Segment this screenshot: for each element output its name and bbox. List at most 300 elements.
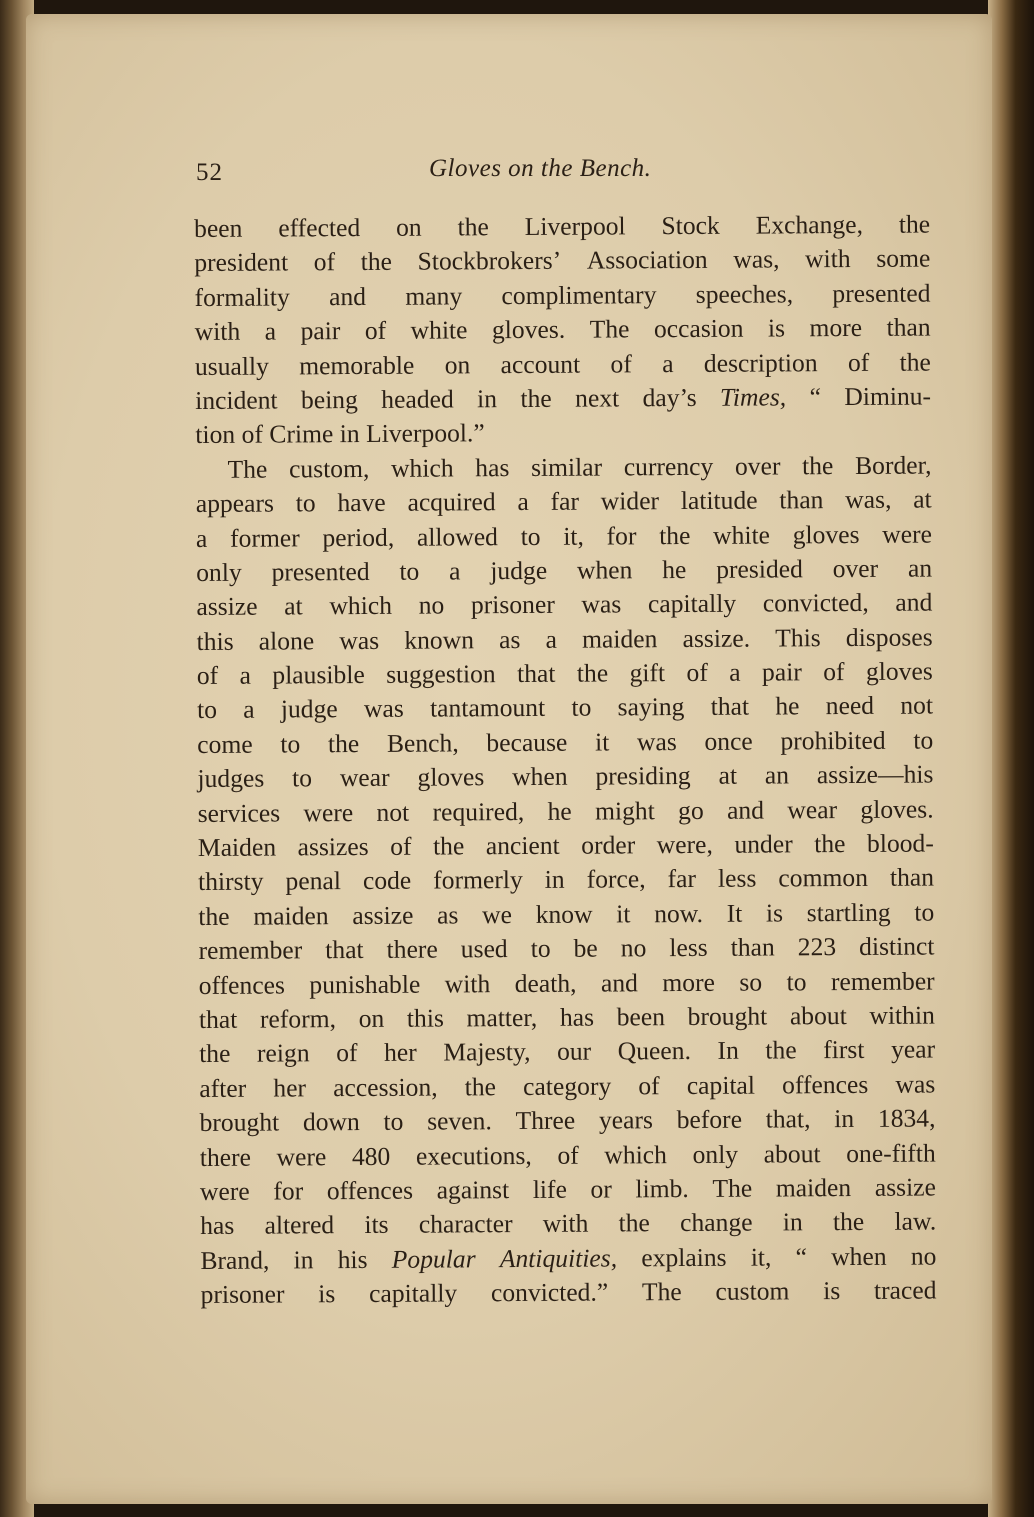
word: plausible: [272, 660, 365, 690]
word: used: [460, 934, 508, 964]
text-line: [194, 276, 930, 315]
word: a: [729, 657, 741, 687]
word: need: [825, 691, 875, 721]
word: convicted,: [762, 588, 869, 618]
word: many: [405, 281, 463, 311]
word: 223: [797, 932, 837, 962]
word: not: [376, 797, 410, 827]
word: capital: [686, 1070, 756, 1100]
text-line: [196, 517, 932, 556]
text-line: [195, 448, 931, 487]
word: convicted.”: [490, 1277, 609, 1308]
text-line: [199, 1033, 935, 1072]
running-header: [196, 155, 756, 195]
word: Majesty,: [443, 1037, 531, 1067]
word: of: [847, 347, 870, 377]
word: saying: [617, 692, 685, 722]
word: some: [876, 243, 931, 274]
word: The: [712, 1173, 753, 1203]
word: been: [616, 1002, 666, 1032]
word: it,: [750, 1242, 772, 1272]
word: far: [550, 486, 580, 516]
word: Border,: [854, 450, 932, 480]
word: have: [337, 487, 386, 518]
word: formality: [194, 282, 290, 312]
word: with: [444, 968, 491, 999]
word: appears: [195, 488, 275, 519]
word: wear: [339, 763, 390, 793]
text-line: [197, 655, 933, 694]
word: is: [823, 1276, 841, 1306]
word: has: [559, 1002, 595, 1032]
word: in: [477, 384, 498, 414]
word: speeches,: [695, 279, 794, 309]
word: be: [573, 933, 598, 963]
word: of: [390, 831, 412, 861]
word: and: [726, 795, 765, 825]
word: assizes: [297, 831, 369, 862]
word: were: [882, 519, 933, 549]
word: a: [195, 523, 208, 553]
running-title: Gloves on the Bench.: [429, 155, 652, 182]
word: were: [199, 1176, 250, 1206]
word: than: [886, 312, 931, 342]
word: of: [610, 348, 632, 379]
word: this: [196, 626, 234, 656]
word: under: [734, 829, 793, 859]
word: no: [620, 933, 647, 963]
word: might: [594, 795, 655, 826]
word: the: [659, 520, 691, 550]
word: an: [764, 760, 790, 790]
word: he: [547, 796, 572, 826]
word: than: [779, 485, 824, 515]
word: in: [782, 1207, 803, 1237]
word: change: [680, 1207, 753, 1238]
word: gift: [629, 658, 666, 688]
word: to: [196, 695, 218, 725]
word: of: [638, 1070, 660, 1101]
word: period,: [322, 522, 395, 552]
word: “: [809, 382, 821, 412]
word: It: [726, 898, 743, 928]
word: acquired: [407, 487, 496, 517]
word: were,: [656, 829, 713, 860]
word: at: [913, 484, 932, 514]
word: our: [556, 1036, 592, 1067]
word: assize: [196, 591, 258, 622]
word: incident: [195, 385, 278, 415]
word: assize.: [682, 623, 751, 653]
word: to: [399, 556, 420, 586]
word: code: [362, 866, 412, 896]
text-line: [197, 723, 933, 762]
word: of: [241, 419, 264, 450]
word: offences: [326, 1175, 414, 1206]
word: reform,: [259, 1004, 337, 1034]
text-line: [195, 414, 931, 453]
word: required,: [432, 796, 525, 827]
word: formerly: [433, 865, 523, 895]
word: Stockbrokers’: [417, 246, 562, 277]
word: effected: [278, 212, 361, 243]
word: Maiden: [197, 832, 277, 863]
word: the: [199, 1039, 231, 1069]
word: capitally: [647, 588, 737, 619]
word: This: [775, 622, 821, 653]
word: were: [276, 1141, 327, 1172]
word: gloves: [792, 519, 860, 549]
word: prisoner: [200, 1279, 285, 1310]
word: was: [895, 1069, 936, 1099]
word: law.: [894, 1206, 937, 1237]
word: next: [575, 383, 620, 413]
word: was: [363, 694, 404, 724]
word: a: [239, 660, 252, 690]
word: and: [895, 587, 933, 618]
word: presented: [271, 556, 370, 587]
word: capitally: [368, 1278, 458, 1309]
word: more: [662, 967, 716, 997]
word: and: [600, 967, 638, 998]
text-line: [197, 758, 933, 797]
word: currency: [623, 451, 714, 482]
word: judges: [197, 763, 265, 794]
word: as: [437, 900, 459, 930]
word: to: [913, 725, 934, 755]
word: before: [676, 1104, 743, 1135]
word: the: [520, 383, 552, 413]
word: the: [898, 209, 931, 239]
text-line: [198, 895, 934, 934]
word: with: [542, 1208, 589, 1239]
text-line: [199, 1067, 935, 1106]
word: in: [834, 1104, 855, 1134]
word: there: [199, 1142, 252, 1172]
word: occasion: [653, 313, 744, 344]
text-line: [198, 930, 934, 969]
word: has: [200, 1211, 235, 1241]
word: remember: [830, 966, 935, 996]
word: in: [339, 419, 360, 449]
word: a: [243, 695, 255, 725]
word: first: [823, 1035, 865, 1065]
word: character: [418, 1209, 513, 1239]
word: at: [284, 591, 303, 621]
word: go: [678, 795, 704, 825]
word: we: [482, 899, 513, 930]
word: over: [832, 553, 879, 584]
word: the: [814, 829, 846, 859]
word: which: [329, 591, 393, 621]
word: to: [520, 521, 541, 551]
word: assize: [874, 1172, 937, 1202]
word: latitude: [680, 485, 758, 516]
word: with: [805, 244, 851, 274]
word: it,: [563, 521, 584, 551]
word: only: [196, 557, 242, 587]
word: a: [517, 487, 529, 517]
text-line: [195, 311, 931, 350]
italic-word: Popular: [391, 1244, 476, 1274]
word: In: [717, 1036, 739, 1066]
word: the: [618, 1208, 650, 1238]
word: complimentary: [501, 279, 657, 310]
word: at: [718, 760, 738, 791]
word: wear: [787, 794, 838, 825]
word: to: [530, 934, 551, 964]
word: was,: [845, 484, 892, 515]
word: that: [325, 935, 364, 965]
word: against: [436, 1175, 510, 1205]
word: less: [669, 933, 708, 963]
word: to: [383, 1106, 404, 1137]
text-line: [199, 964, 935, 1003]
text-line: [198, 827, 934, 866]
word: traced: [873, 1275, 937, 1305]
word: presided: [716, 554, 803, 584]
word: the: [198, 901, 230, 931]
word: to: [571, 693, 592, 723]
word: to: [295, 488, 316, 518]
word: force,: [586, 864, 646, 895]
word: the: [432, 831, 465, 861]
text-line: [200, 1205, 936, 1244]
word: wider: [600, 486, 660, 516]
word: than: [730, 932, 775, 962]
word: of: [313, 247, 336, 277]
word: president: [194, 247, 289, 278]
word: was: [339, 625, 380, 655]
text-line: [200, 1136, 936, 1175]
word: ancient: [485, 830, 560, 861]
word: the: [360, 247, 393, 277]
word: more: [809, 313, 863, 343]
word: assize: [352, 900, 414, 930]
word: remember: [198, 935, 303, 966]
word: punishable: [309, 969, 421, 999]
text-line: [199, 1102, 935, 1141]
word: because: [486, 727, 568, 758]
word: gloves: [417, 762, 485, 792]
word: 480: [351, 1141, 391, 1171]
word: tion: [195, 420, 236, 450]
word: life: [532, 1174, 567, 1204]
text-line: [200, 1239, 936, 1278]
word: memorable: [299, 350, 415, 380]
word: Queen.: [617, 1036, 692, 1066]
word: pair: [761, 657, 802, 687]
word: pair: [300, 316, 341, 346]
word: there: [386, 934, 438, 965]
word: “: [795, 1241, 808, 1272]
word: Diminu-: [844, 381, 932, 411]
word: as: [498, 624, 521, 654]
word: a: [545, 624, 558, 654]
word: gloves: [865, 656, 933, 686]
word: and: [328, 281, 367, 311]
text-line: [201, 1274, 937, 1313]
word: headed: [381, 384, 454, 414]
word: suggestion: [386, 659, 496, 689]
word: Exchange,: [755, 209, 864, 240]
word: The: [227, 454, 268, 484]
text-line: [196, 551, 932, 590]
word: of: [686, 657, 708, 688]
text-line: [195, 345, 931, 384]
word: the: [899, 347, 931, 377]
word: description: [703, 347, 818, 378]
word: assize—his: [816, 759, 934, 790]
word: known: [404, 624, 475, 655]
word: come: [197, 729, 253, 759]
word: brought: [199, 1107, 280, 1138]
word: so: [739, 967, 763, 997]
word: white: [410, 315, 468, 345]
word: seven.: [427, 1106, 492, 1136]
word: Association: [586, 245, 708, 275]
word: is: [765, 898, 784, 928]
word: the: [576, 658, 609, 688]
word: years: [598, 1105, 654, 1135]
word: white: [713, 520, 771, 550]
word: only: [692, 1139, 739, 1169]
word: or: [590, 1174, 612, 1204]
word: in: [544, 865, 565, 895]
word: was,: [733, 244, 780, 275]
word: Crime: [269, 419, 334, 449]
word: startling: [806, 897, 891, 928]
body-text: [194, 208, 937, 1313]
word: over: [734, 451, 781, 481]
word: former: [229, 522, 300, 553]
word: in: [293, 1245, 314, 1275]
word: thirsty: [198, 867, 264, 897]
word: distinct: [859, 931, 935, 962]
word: blood-: [866, 828, 934, 858]
word: of: [336, 1038, 358, 1068]
word: the: [802, 450, 834, 481]
word: for: [606, 520, 637, 551]
word: which: [604, 1139, 668, 1170]
word: of: [196, 660, 219, 691]
word: no: [910, 1241, 937, 1271]
word: Stock: [661, 210, 720, 241]
word: that: [710, 692, 750, 722]
word: the: [457, 212, 489, 242]
word: category: [523, 1071, 612, 1101]
word: his: [337, 1244, 368, 1274]
word: within: [869, 1000, 935, 1030]
text-line: [197, 689, 933, 728]
text-line: [200, 1170, 936, 1209]
word: for: [273, 1176, 304, 1206]
word: it: [616, 899, 631, 929]
word: a: [449, 556, 461, 586]
word: been: [194, 213, 243, 243]
page-number: 52: [196, 159, 223, 186]
word: which: [390, 453, 454, 483]
word: to: [292, 763, 313, 793]
word: now.: [654, 898, 704, 929]
word: prohibited: [780, 725, 886, 756]
word: The: [589, 314, 630, 344]
word: custom,: [288, 453, 370, 484]
word: offences: [782, 1069, 869, 1100]
word: matter,: [466, 1002, 538, 1033]
word: the: [765, 1035, 797, 1065]
book-spine: [988, 0, 1034, 1517]
word: less: [717, 863, 757, 894]
word: to: [786, 966, 807, 996]
word: were: [303, 797, 354, 827]
word: was: [636, 726, 677, 757]
word: about: [763, 1138, 821, 1169]
word: maiden: [775, 1172, 852, 1203]
text-line: [196, 586, 932, 625]
word: her: [273, 1073, 307, 1103]
text-line: [198, 861, 934, 900]
italic-word: Antiquities,: [499, 1243, 618, 1273]
word: he: [775, 691, 800, 721]
word: penal: [285, 866, 342, 896]
word: far: [667, 864, 697, 894]
word: with: [194, 316, 241, 347]
text-line: [197, 620, 933, 659]
italic-word: Times,: [719, 382, 787, 412]
word: limb.: [635, 1173, 689, 1204]
word: on: [358, 1003, 385, 1033]
word: it: [594, 727, 610, 757]
word: after: [199, 1073, 247, 1103]
word: the: [832, 1207, 865, 1237]
text-line: [195, 379, 931, 418]
word: down: [302, 1107, 360, 1137]
text-line: [196, 483, 932, 522]
word: its: [364, 1210, 389, 1240]
word: gloves.: [860, 794, 934, 824]
word: he: [662, 554, 687, 585]
word: presented: [832, 278, 931, 308]
word: know: [535, 899, 593, 929]
word: not: [900, 690, 934, 721]
word: allowed: [416, 521, 499, 552]
word: on: [395, 212, 422, 242]
word: that: [516, 658, 556, 689]
word: death,: [514, 968, 577, 998]
word: maiden: [581, 623, 658, 654]
word: is: [318, 1279, 336, 1309]
word: being: [300, 384, 358, 415]
word: The: [641, 1277, 682, 1307]
text-line: [194, 242, 930, 281]
word: the: [327, 728, 360, 759]
word: maiden: [253, 901, 329, 931]
word: Bench,: [386, 728, 459, 758]
word: services: [197, 798, 281, 828]
word: of: [364, 316, 387, 346]
word: than: [889, 862, 935, 893]
word: tantamount: [429, 693, 546, 724]
text-line: [199, 998, 935, 1037]
word: was: [581, 589, 622, 619]
word: this: [406, 1003, 444, 1033]
word: has: [475, 452, 510, 483]
word: when: [512, 761, 568, 792]
word: brought: [687, 1001, 768, 1031]
word: presiding: [595, 761, 691, 791]
word: Three: [515, 1105, 576, 1136]
